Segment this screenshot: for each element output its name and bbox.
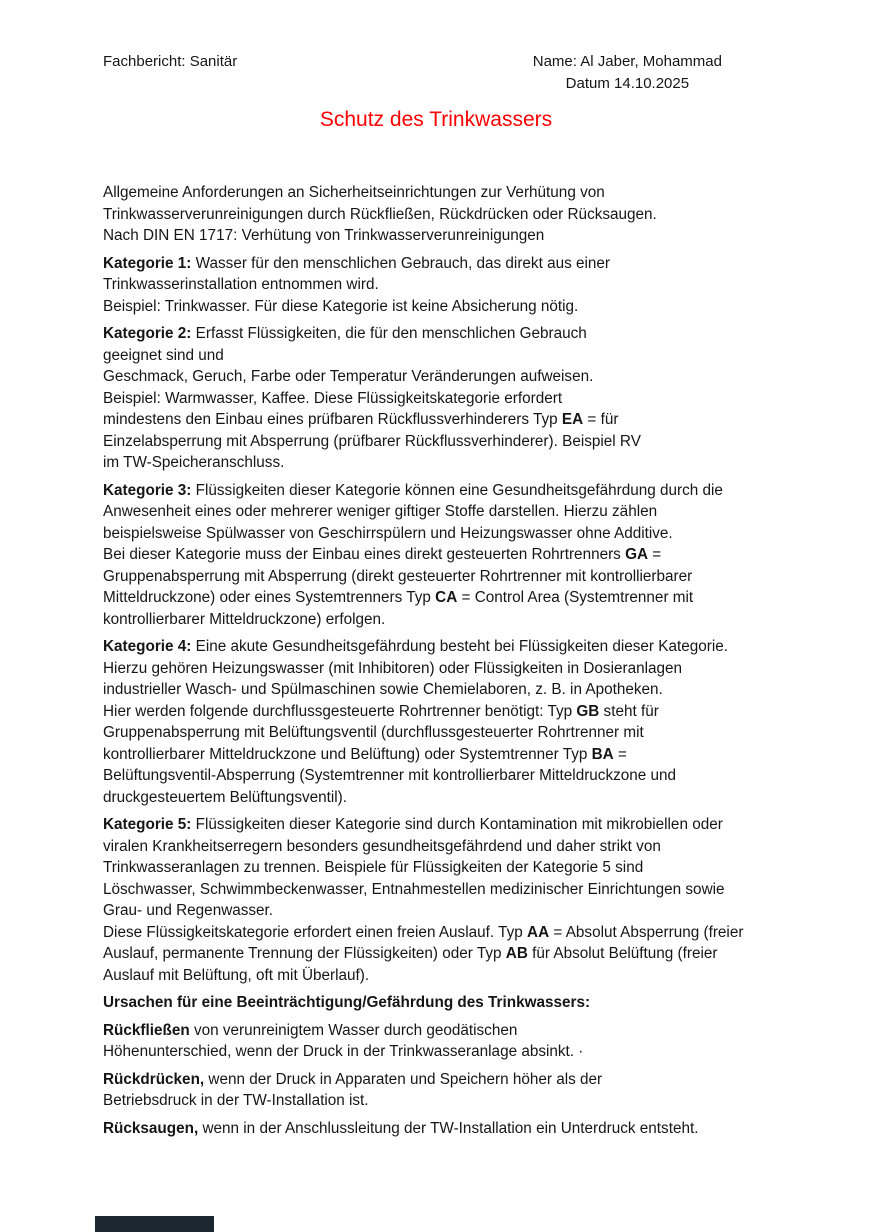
text-run: Wasser für den menschlichen Gebrauch, das direkt aus einer <box>191 254 611 272</box>
text-run: Flüssigkeiten dieser Kategorie sind durch Kontamination mit mikrobiellen oder <box>191 816 723 833</box>
text-run: wenn der Druck in Apparaten und Speichern höher als der <box>204 1070 603 1088</box>
report-date: Datum 14.10.2025 <box>565 75 690 92</box>
text-run: kontrollierbarer Mitteldruckzone) erfolgen. <box>103 610 386 628</box>
text-run: Betriebsdruck in der TW-Installation ist. <box>103 1092 369 1109</box>
paragraph <box>103 253 872 318</box>
text-run: Belüftungsventil-Absperrung (Systemtrenner mit kontrollierbarer Mitteldruckzone und <box>103 767 677 784</box>
document-title: Schutz des Trinkwassers <box>319 108 553 131</box>
bold-text-run: Kategorie 4: <box>103 638 192 655</box>
paragraph <box>103 636 872 808</box>
text-run: druckgesteuertem Belüftungsventil). <box>103 788 348 806</box>
text-run: Mitteldruckzone) oder eines Systemtrenners Typ <box>103 589 436 606</box>
paragraph <box>103 480 872 631</box>
bold-text-run: Ursachen für eine Beeinträchtigung/Gefährdung des Trinkwassers: <box>103 994 591 1011</box>
text-run: Allgemeine Anforderungen an Sicherheitseinrichtungen zur Verhütung von <box>103 184 605 201</box>
text-run: Trinkwasserinstallation entnommen wird. <box>103 276 379 293</box>
text-run: Trinkwasseranlagen zu trennen. Beispiele für Flüssigkeiten der Kategorie 5 sind <box>103 859 644 876</box>
text-run: Erfasst Flüssigkeiten, die für den menschlichen Gebrauch <box>191 325 587 342</box>
bold-text-run: Rückdrücken, <box>103 1070 205 1088</box>
document-body <box>0 133 872 1139</box>
text-run: Löschwasser, Schwimmbeckenwasser, Entnahmestellen medizinischer Einrichtungen sowie <box>103 880 725 898</box>
text-run: steht für <box>599 702 659 720</box>
text-run: = für <box>583 411 619 428</box>
text-run: Eine akute Gesundheitsgefährdung besteht bei Flüssigkeiten dieser Kategorie. <box>191 638 728 655</box>
text-run: Beispiel: Trinkwasser. Für diese Kategorie ist keine Absicherung nötig. <box>103 297 579 315</box>
text-run: Auslauf, permanente Trennung der Flüssigkeiten) oder Typ <box>103 945 506 962</box>
bold-text-run: Kategorie 1: <box>103 254 192 272</box>
text-run: beispielsweise Spülwasser von Geschirrspülern und Heizungswasser ohne Additive. <box>103 524 673 542</box>
text-run: = Control Area (Systemtrenner mit <box>457 589 694 606</box>
text-run: von verunreinigtem Wasser durch geodätischen <box>189 1021 518 1039</box>
bold-text-run: AB <box>505 945 528 962</box>
paragraph <box>103 323 872 474</box>
text-run: Bei dieser Kategorie muss der Einbau eines direkt gesteuerten Rohrtrenners <box>103 546 626 563</box>
text-run: Diese Flüssigkeitskategorie erfordert einen freien Auslauf. Typ <box>103 923 528 941</box>
text-run: = <box>613 745 627 763</box>
text-run: wenn in der Anschlussleitung der TW-Installation ein Unterdruck entsteht. <box>198 1119 699 1137</box>
paragraph <box>103 1069 872 1112</box>
text-run: Hier werden folgende durchflussgesteuerte Rohrtrenner benötigt: Typ <box>103 702 577 720</box>
text-run: Auslauf mit Belüftung, oft mit Überlauf). <box>103 966 370 984</box>
text-run: mindestens den Einbau eines prüfbaren Rückflussverhinderers Typ <box>103 411 562 428</box>
document-header <box>0 0 872 95</box>
paragraph <box>103 992 872 1014</box>
text-run: Gruppenabsperrung mit Belüftungsventil (durchflussgesteuerter Rohrtrenner mit <box>103 724 644 741</box>
bold-text-run: BA <box>591 745 614 763</box>
text-run: im TW-Speicheranschluss. <box>103 454 285 471</box>
text-run: Hierzu gehören Heizungswasser (mit Inhibitoren) oder Flüssigkeiten in Dosieranlagen <box>103 659 683 677</box>
bold-text-run: EA <box>561 411 584 428</box>
paragraph <box>103 182 872 247</box>
text-run: für Absolut Belüftung (freier <box>527 945 718 962</box>
text-run: Geschmack, Geruch, Farbe oder Temperatur Veränderungen aufweisen. <box>103 368 594 385</box>
bold-text-run: AA <box>527 923 550 941</box>
text-run: industrieller Wasch- und Spülmaschinen sowie Chemielaboren, z. B. in Apotheken. <box>103 681 663 698</box>
paragraph <box>103 1118 872 1140</box>
bold-text-run: Kategorie 3: <box>103 481 192 499</box>
bold-text-run: Rücksaugen, <box>103 1119 199 1137</box>
text-run: Gruppenabsperrung mit Absperrung (direkt gesteuerter Rohrtrenner mit kontrollierbarer <box>103 567 693 585</box>
next-page-content-fragment <box>95 1216 214 1232</box>
author-name: Name: Al Jaber, Mohammad <box>532 53 722 70</box>
text-run: Nach DIN EN 1717: Verhütung von Trinkwasserverunreinigungen <box>103 227 545 244</box>
bold-text-run: Kategorie 5: <box>103 816 192 833</box>
text-run: Höhenunterschied, wenn der Druck in der Trinkwasseranlage absinkt. · <box>103 1043 584 1060</box>
text-run: Beispiel: Warmwasser, Kaffee. Diese Flüssigkeitskategorie erfordert <box>103 389 563 407</box>
paragraph <box>103 814 872 986</box>
text-run: kontrollierbarer Mitteldruckzone und Belüftung) oder Systemtrenner Typ <box>103 745 592 763</box>
text-run: Einzelabsperrung mit Absperrung (prüfbarer Rückflussverhinderer). Beispiel RV <box>103 432 641 450</box>
header-name-date-block <box>533 51 722 95</box>
text-run: = <box>648 546 662 563</box>
text-run: Trinkwasserverunreinigungen durch Rückfließen, Rückdrücken oder Rücksaugen. <box>103 205 657 223</box>
text-run: = Absolut Absperrung (freier <box>549 923 744 941</box>
text-run: viralen Krankheitserregern besonders gesundheitsgefährdend und daher strikt von <box>103 837 661 855</box>
bold-text-run: GA <box>625 546 649 563</box>
text-run: geeignet sind und <box>103 346 224 364</box>
bold-text-run: GB <box>576 702 600 720</box>
report-type-label: Fachbericht: Sanitär <box>103 53 238 70</box>
text-run: Flüssigkeiten dieser Kategorie können eine Gesundheitsgefährdung durch die <box>191 481 723 499</box>
bold-text-run: CA <box>435 589 458 606</box>
text-run: Anwesenheit eines oder mehrerer weniger giftiger Stoffe darstellen. Hierzu zählen <box>103 503 658 520</box>
bold-text-run: Kategorie 2: <box>103 325 192 342</box>
text-run: Grau- und Regenwasser. <box>103 902 274 919</box>
paragraph <box>103 1020 872 1063</box>
bold-text-run: Rückfließen <box>103 1021 190 1039</box>
